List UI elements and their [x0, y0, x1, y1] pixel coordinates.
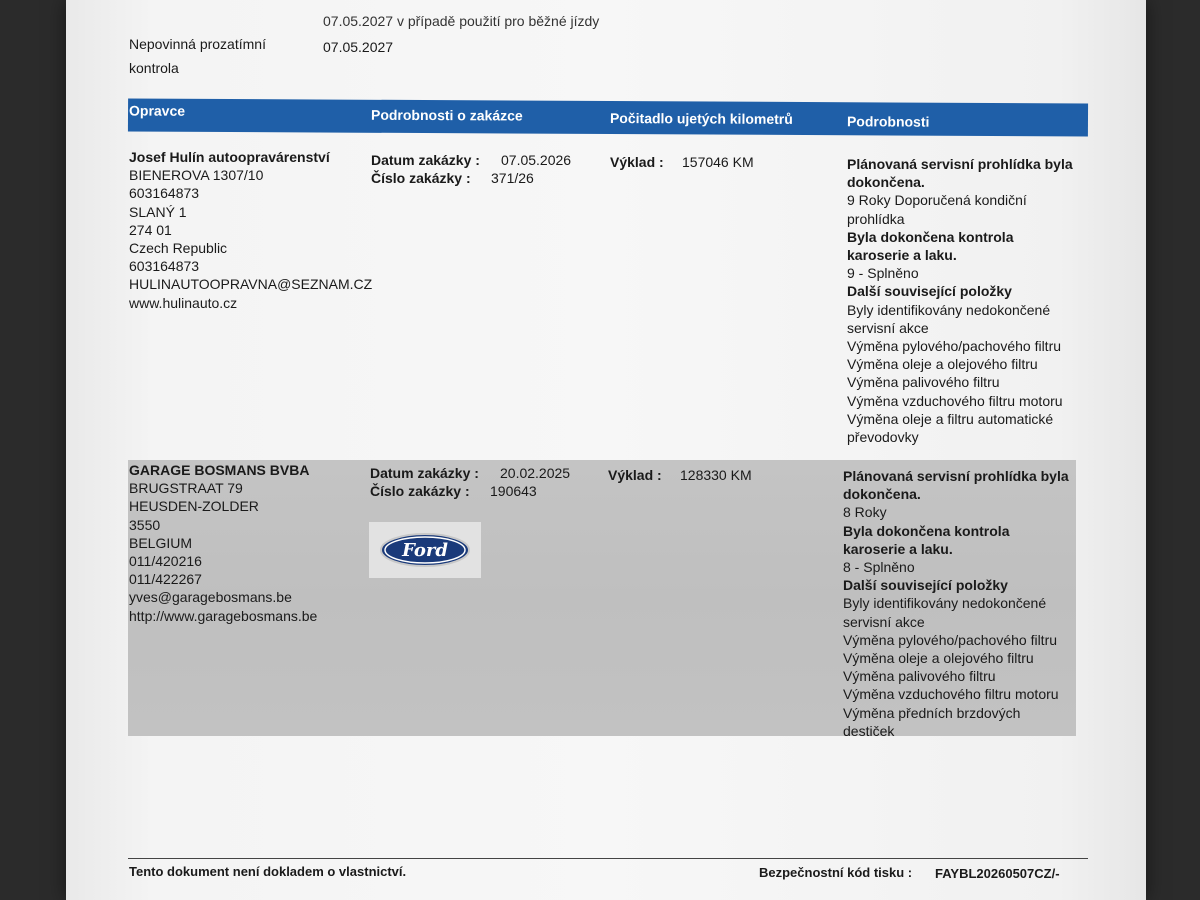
- detail-line: Výměna pylového/pachového filtru: [843, 631, 1058, 648]
- repairer-line: 3550: [129, 516, 161, 533]
- detail-line: Výměna palivového filtru: [847, 374, 1000, 391]
- order-number-label: Číslo zakázky :: [370, 483, 470, 499]
- optional-inspection-date: 07.05.2027: [323, 39, 394, 55]
- detail-line: Plánovaná servisní prohlídka byla: [843, 468, 1069, 484]
- detail-line: Plánovaná servisní prohlídka byla: [847, 156, 1073, 172]
- detail-line: prohlídka: [847, 210, 905, 227]
- repairer-line: www.hulinauto.cz: [129, 294, 238, 311]
- document-page: [66, 0, 1146, 900]
- top-cut-line: 07.05.2027 v případě použití pro běžné jízdy: [323, 13, 600, 29]
- repairer-line: Czech Republic: [129, 240, 228, 257]
- header-repairer: Opravce: [128, 102, 186, 119]
- detail-line: karoserie a laku.: [847, 247, 957, 264]
- detail-line: Výměna oleje a filtru automatické: [847, 410, 1054, 427]
- order-date-label: Datum zakázky :: [370, 465, 479, 481]
- detail-line: Výměna vzduchového filtru motoru: [847, 392, 1063, 409]
- repairer-line: http://www.garagebosmans.be: [129, 607, 318, 624]
- repairer-name: Josef Hulín autoopravárenství: [129, 149, 330, 165]
- footer-divider: [128, 858, 1088, 859]
- order-date-label: Datum zakázky :: [371, 152, 480, 168]
- detail-line: servisní akce: [843, 613, 925, 630]
- repairer-line: 011/422267: [129, 571, 202, 588]
- detail-line: Výměna palivového filtru: [843, 668, 996, 685]
- repairer-line: 603164873: [129, 258, 200, 275]
- detail-line: dokončena.: [843, 486, 921, 503]
- ford-logo-text: Ford: [402, 540, 448, 561]
- detail-line: Další související položky: [843, 577, 1008, 594]
- detail-line: 9 - Splněno: [847, 265, 919, 282]
- odometer-value: 128330 KM: [680, 467, 752, 483]
- detail-line: Výměna pylového/pachového filtru: [847, 338, 1062, 355]
- detail-line: Výměna oleje a olejového filtru: [847, 356, 1038, 373]
- order-number-value: 190643: [490, 483, 537, 499]
- repairer-line: yves@garagebosmans.be: [129, 589, 292, 606]
- ford-oval-icon: [369, 522, 481, 578]
- repairer-line: 274 01: [129, 221, 172, 238]
- optional-inspection-label-1: Nepovinná prozatímní: [129, 36, 266, 52]
- detail-line: Výměna oleje a olejového filtru: [843, 650, 1034, 667]
- header-odometer: Počitadlo ujetých kilometrů: [609, 110, 793, 127]
- record-2-repairer: [129, 461, 317, 625]
- detail-line: Byly identifikovány nedokončené: [847, 301, 1051, 318]
- detail-line: destiček: [843, 722, 895, 739]
- security-code-value: FAYBL20260507CZ/-: [935, 866, 1060, 881]
- odometer-value: 157046 KM: [682, 154, 754, 170]
- odometer-label: Výklad :: [610, 154, 664, 170]
- detail-line: servisní akce: [847, 319, 929, 336]
- ford-logo: [369, 522, 481, 578]
- detail-line: 8 - Splněno: [843, 559, 915, 576]
- detail-line: 8 Roky: [843, 504, 887, 521]
- repairer-line: HEUSDEN-ZOLDER: [129, 498, 259, 515]
- detail-line: dokončena.: [847, 174, 925, 191]
- order-number-value: 371/26: [491, 170, 534, 186]
- detail-line: 9 Roky Doporučená kondiční: [847, 192, 1027, 209]
- order-date-value: 20.02.2025: [500, 465, 571, 481]
- repairer-line: HULINAUTOOPRAVNA@SEZNAM.CZ: [129, 276, 373, 293]
- record-1-details: [847, 155, 1073, 446]
- order-number-label: Číslo zakázky :: [371, 170, 471, 186]
- detail-line: převodovky: [847, 429, 919, 446]
- repairer-line: BELGIUM: [129, 534, 193, 551]
- record-2-details: [843, 467, 1069, 740]
- record-1-repairer: [129, 148, 372, 312]
- detail-line: Výměna předních brzdových: [843, 704, 1021, 721]
- security-code-label: Bezpečnostní kód tisku :: [759, 865, 913, 880]
- footer-disclaimer: Tento dokument není dokladem o vlastnictví.: [129, 864, 407, 879]
- repairer-line: SLANÝ 1: [129, 203, 187, 220]
- repairer-line: BRUGSTRAAT 79: [129, 480, 243, 497]
- repairer-name: GARAGE BOSMANS BVBA: [129, 462, 310, 478]
- detail-line: Byla dokončena kontrola: [843, 522, 1010, 539]
- repairer-line: 011/420216: [129, 553, 202, 570]
- detail-line: karoserie a laku.: [843, 540, 953, 557]
- detail-line: Výměna vzduchového filtru motoru: [843, 686, 1059, 703]
- order-date-value: 07.05.2026: [501, 152, 572, 168]
- header-details: Podrobnosti: [846, 113, 930, 130]
- table-header: [128, 98, 1088, 136]
- odometer-label: Výklad :: [608, 467, 662, 483]
- detail-line: Byla dokončena kontrola: [847, 228, 1014, 245]
- optional-inspection-label-2: kontrola: [129, 60, 179, 76]
- header-order-details: Podrobnosti o zakázce: [370, 106, 523, 124]
- repairer-line: 603164873: [129, 185, 200, 202]
- repairer-line: BIENEROVA 1307/10: [129, 167, 264, 184]
- detail-line: Další související položky: [847, 283, 1012, 300]
- detail-line: Byly identifikovány nedokončené: [843, 595, 1047, 612]
